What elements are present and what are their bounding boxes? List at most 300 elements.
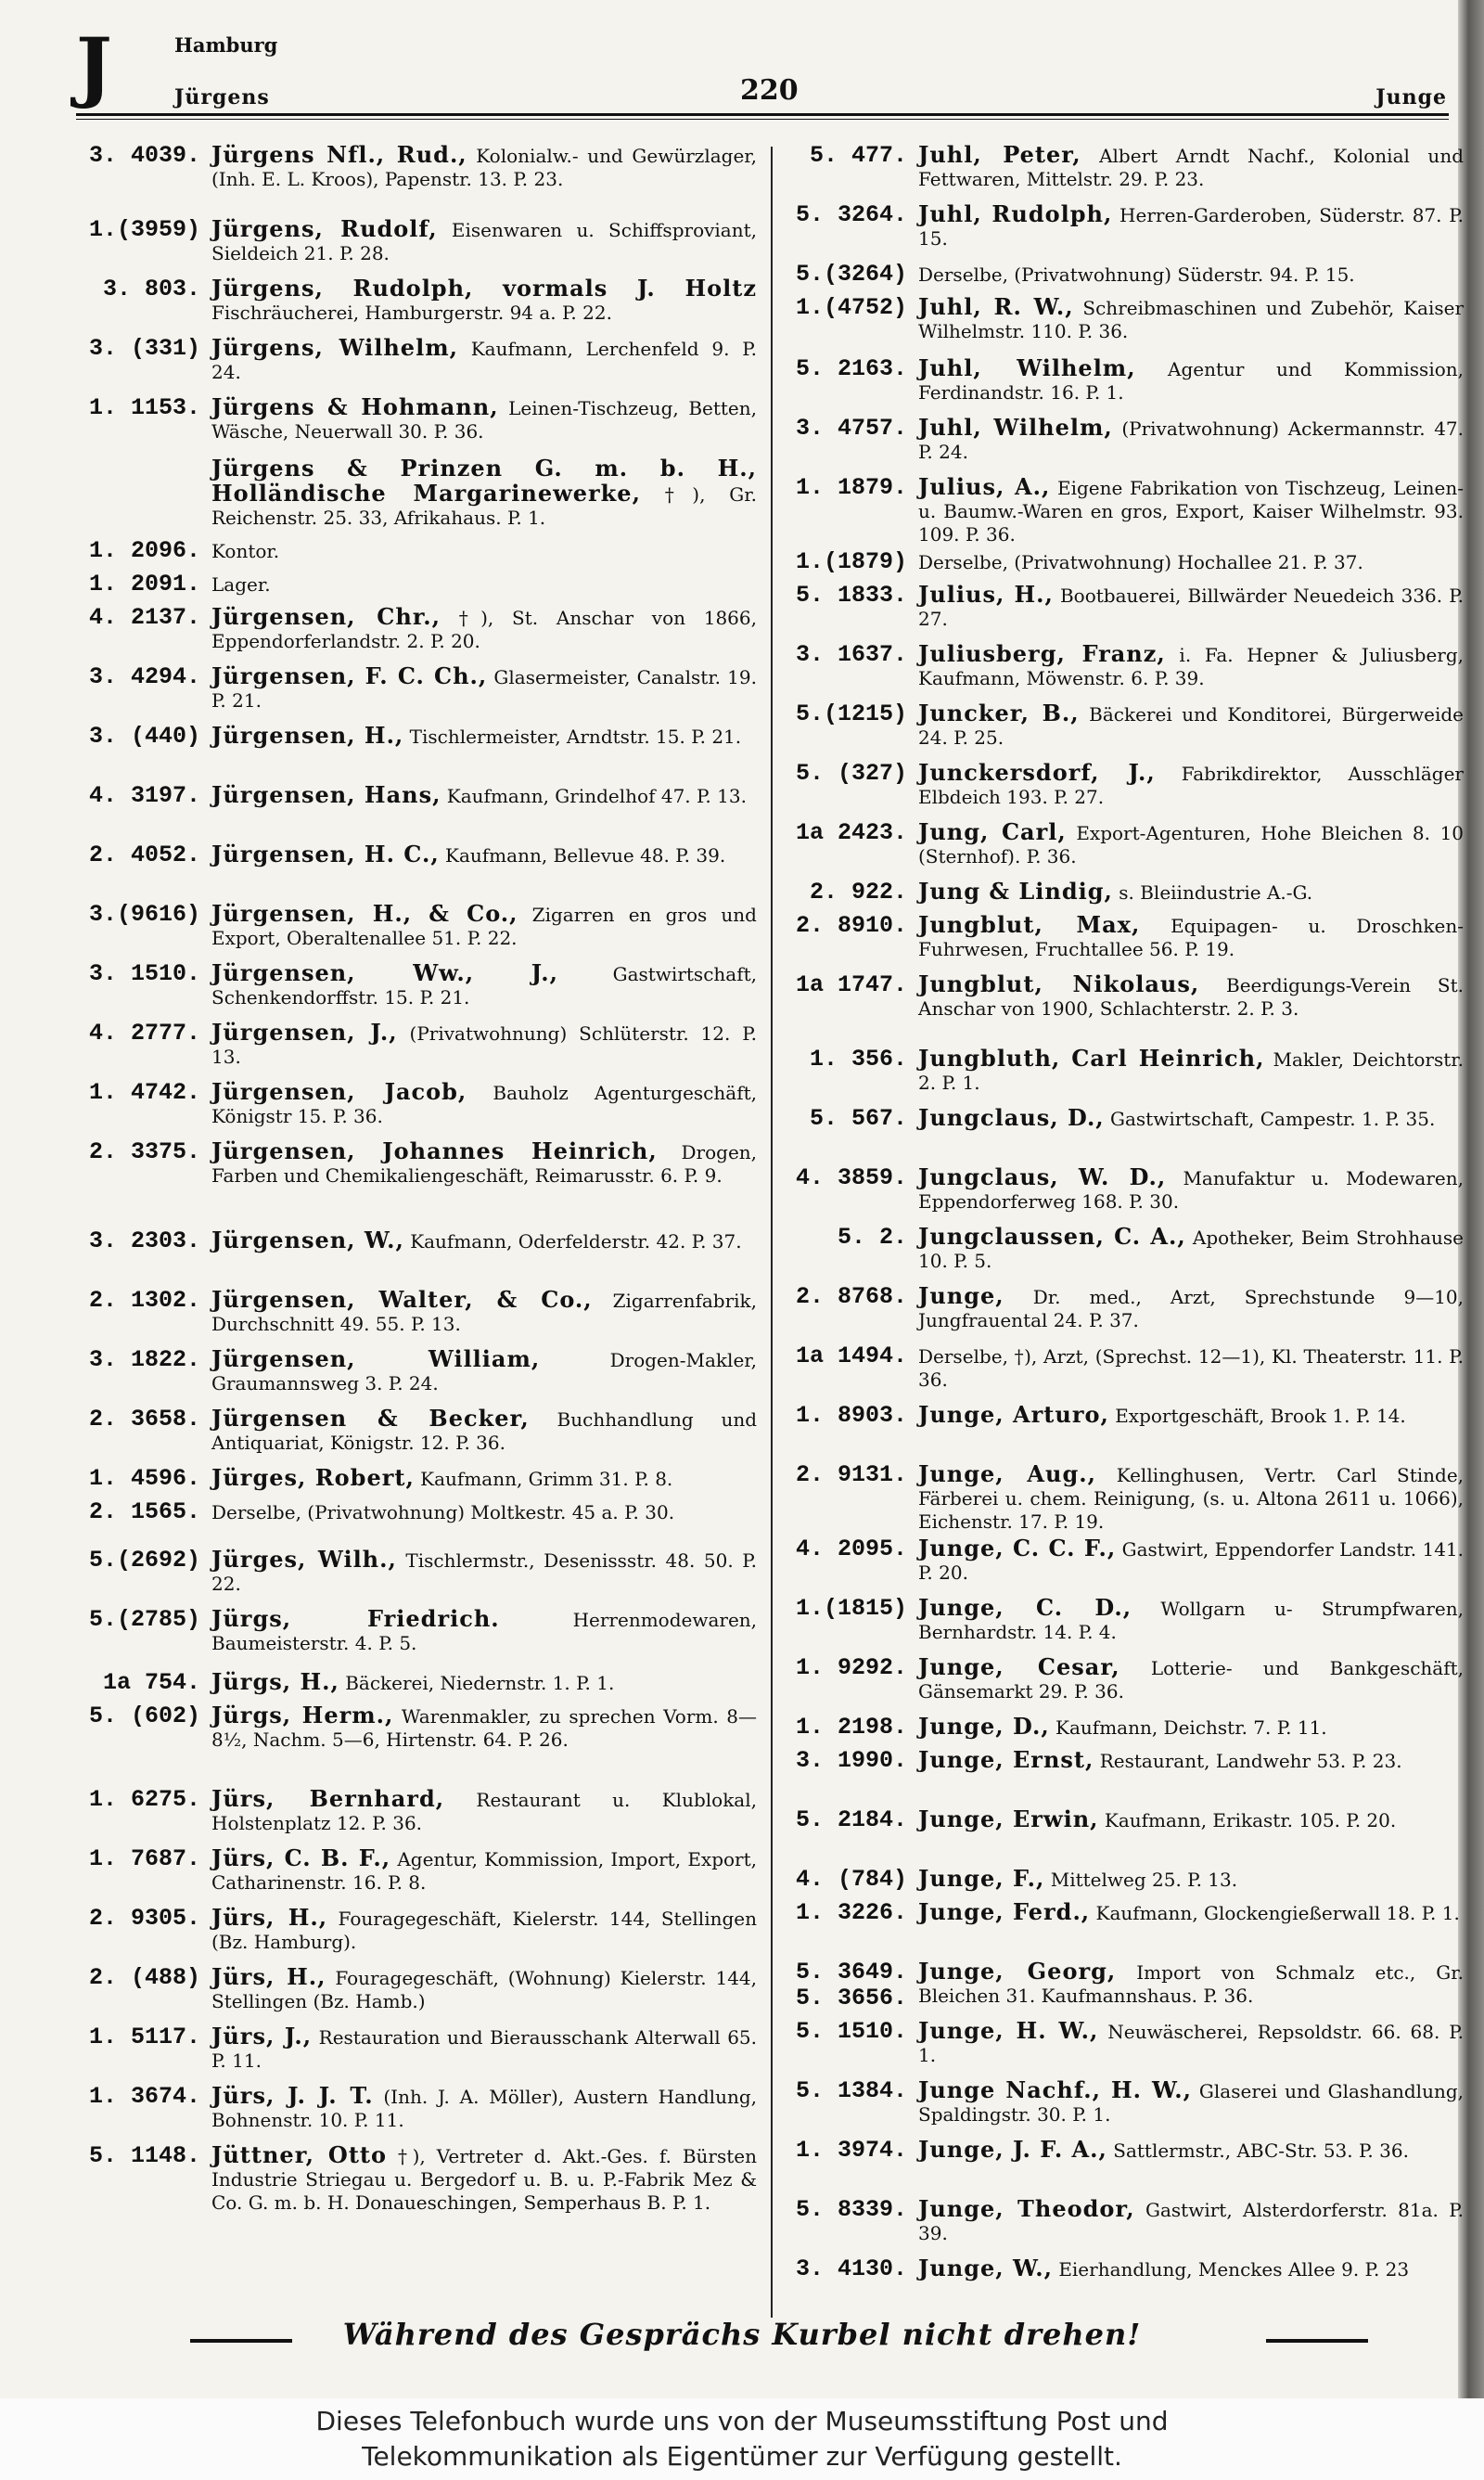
entry-details: †), Gr. Reichenstr. 25. 33, Afrikahaus. P. 1.: [211, 483, 757, 529]
phone-number: 1.(3959): [88, 216, 200, 243]
phone-number: 5. 477.: [809, 142, 907, 169]
phone-number: 3.(9616): [88, 901, 200, 928]
directory-entry: [788, 1045, 1464, 1104]
entry-name: Jürs, J.,: [211, 2023, 313, 2050]
entry-name: Junge, Ferd.,: [918, 1898, 1091, 1925]
entry-details: Restaurant u. Klublokal, Holstenplatz 12. P. 36.: [211, 1789, 757, 1834]
entry-details: Kolonialw.- und Gewürzlager, (Inh. E. L. Kroos), Papenstr. 13. P. 23.: [211, 145, 757, 190]
phone-number: 1. 8903.: [795, 1402, 907, 1429]
entry-name: Juliusberg, Franz,: [918, 640, 1166, 667]
directory-entry: [788, 1342, 1464, 1401]
entry-text: [918, 1047, 1464, 1095]
entry-text: [211, 395, 757, 443]
directory-entry: [788, 1460, 1464, 1535]
entry-name: Junge Nachf., H. W.,: [918, 2076, 1192, 2103]
entry-details: Derselbe, (Privatwohnung) Moltkestr. 45 a. P. 30.: [211, 1501, 675, 1523]
entry-text: [211, 1347, 757, 1395]
entry-text: [918, 1536, 1464, 1585]
entry-name: Julius, H.,: [918, 581, 1054, 608]
entry-name: Jürgens & Prinzen G. m. b. H., Holländische Margarinewerke,: [211, 455, 757, 507]
entry-details: Kontor.: [211, 540, 280, 562]
directory-entry: [82, 959, 757, 1019]
directory-entry: [788, 1958, 1464, 2017]
phone-number: 5. 3264.: [795, 201, 907, 228]
phone-number: 2. 922.: [809, 879, 907, 906]
section-letter: J: [76, 22, 112, 111]
directory-entry: [82, 1019, 757, 1078]
entry-details: Glaserei und Glashandlung, Spaldingstr. 30. P. 1.: [918, 2080, 1465, 2126]
directory-entry: [788, 1805, 1464, 1865]
directory-entry: [788, 2076, 1464, 2136]
entry-text: [211, 217, 757, 265]
entry-name: Jürs, Bernhard,: [211, 1785, 445, 1812]
entry-text: [918, 820, 1464, 868]
entry-name: Junge, Theodor,: [918, 2195, 1135, 2222]
entry-details: Gastwirt, Eppendorfer Landstr. 141. P. 20.: [918, 1538, 1465, 1584]
phone-number: 2. (488): [88, 1964, 200, 1991]
entry-text: [918, 1462, 1464, 1534]
phone-number: 5. (327): [795, 760, 907, 787]
entry-text: [211, 1021, 757, 1069]
entry-text: [918, 913, 1464, 961]
entry-name: Junge, Cesar,: [918, 1653, 1120, 1680]
entry-details: †), Vertreter d. Akt.-Ges. f. Bürsten Industrie Striegau u. Bergedorf u. B. u. P.-Fabrik Mez & Co. G. m. b. H. Donaueschingen, Semperhaus B. P. 1.: [211, 2145, 758, 2214]
directory-entry: [788, 141, 1464, 200]
entry-text: [211, 1670, 757, 1695]
entry-text: [211, 1965, 757, 2013]
entry-text: [211, 143, 757, 191]
directory-entry: [788, 260, 1464, 293]
entry-details: Wollgarn u- Strumpfwaren, Bernhardstr. 14. P. 4.: [918, 1598, 1464, 1643]
entry-details: Eigene Fabrikation von Tischzeug, Leinen- u. Baumw.-Waren en gros, Export, Kaiser Wilhelmstr. 93. 109. P. 36.: [918, 477, 1465, 546]
directory-entry: [82, 1137, 757, 1227]
entry-name: Junge, Aug.,: [918, 1460, 1096, 1487]
directory-entry: [82, 455, 757, 536]
directory-entry: [788, 2195, 1464, 2255]
entry-name: Junge, C. C. F.,: [918, 1535, 1117, 1561]
header-rule: [76, 113, 1449, 116]
entry-text: [918, 416, 1464, 464]
directory-entry: [82, 2023, 757, 2082]
directory-entry: [788, 1594, 1464, 1653]
entry-details: Zigarren en gros und Export, Oberaltenallee 51. P. 22.: [211, 904, 757, 949]
phone-number: 1.(1815): [795, 1595, 907, 1622]
directory-entry: [82, 900, 757, 959]
entry-name: Junge, Arturo,: [918, 1401, 1109, 1428]
entry-details: Agentur, Kommission, Import, Export, Catharinenstr. 16. P. 8.: [211, 1848, 757, 1894]
entry-details: Zigarrenfabrik, Durchschnitt 49. 55. P. 13.: [211, 1290, 758, 1335]
entry-details: Equipagen- u. Droschken-Fuhrwesen, Fruchtallee 56. P. 19.: [918, 915, 1465, 960]
directory-entry: [82, 1345, 757, 1405]
entry-name: Junge, J. F. A.,: [918, 2136, 1107, 2163]
entry-text: [918, 202, 1464, 251]
directory-entry: [788, 2136, 1464, 2195]
entry-text: [211, 2084, 757, 2132]
entry-details: Gastwirtschaft, Schenkendorffstr. 15. P. 21.: [211, 963, 757, 1009]
phone-number: 3. 803.: [102, 276, 200, 302]
entry-details: Bäckerei, Niedernstr. 1. P. 1.: [345, 1672, 615, 1694]
entry-details: Gastwirtschaft, Campestr. 1. P. 35.: [1110, 1108, 1436, 1130]
header-last-name: Junge: [1375, 85, 1447, 109]
entry-details: Kaufmann, Deichstr. 7. P. 11.: [1055, 1716, 1327, 1739]
entry-name: Juhl, Wilhelm,: [918, 414, 1113, 441]
phone-number: 5. 1148.: [88, 2142, 200, 2169]
entry-name: Juhl, Wilhelm,: [918, 354, 1136, 381]
phone-number: 3. (331): [88, 335, 200, 362]
directory-entry: [82, 1785, 757, 1844]
phone-number: 4. 2137.: [88, 604, 200, 631]
directory-entry: [788, 1163, 1464, 1223]
entry-details: Bauholz Agenturgeschäft, Königstr 15. P. 36.: [211, 1082, 757, 1127]
entry-text: [918, 880, 1464, 905]
directory-entry: [82, 1904, 757, 1963]
directory-entry: [788, 581, 1464, 640]
entry-details: Tischlermstr., Desenissstr. 48. 50. P. 22.: [211, 1549, 757, 1595]
entry-text: [211, 456, 757, 530]
entry-details: Kaufmann, Grimm 31. P. 8.: [420, 1468, 673, 1490]
phone-number: 1. 4596.: [88, 1465, 200, 1492]
phone-number: 5.(3264): [795, 261, 907, 288]
phone-number: 1a 754.: [102, 1669, 200, 1696]
entry-name: Jürgensen, H.,: [211, 722, 404, 749]
entry-details: (Privatwohnung) Schlüterstr. 12. P. 13.: [211, 1022, 758, 1068]
directory-entry: [788, 2255, 1464, 2314]
entry-text: [211, 605, 757, 653]
entry-text: [918, 143, 1464, 191]
entry-text: [211, 902, 757, 950]
entry-text: [211, 2024, 757, 2073]
phone-number: 1.(1879): [795, 548, 907, 575]
phone-number: 4. 2777.: [88, 1020, 200, 1047]
entry-text: [918, 583, 1464, 631]
directory-entry: [82, 1844, 757, 1904]
entry-name: Jürgens & Hohmann,: [211, 393, 499, 420]
entry-details: Sattlermstr., ABC-Str. 53. P. 36.: [1113, 2139, 1409, 2162]
entry-name: Jürgensen, Chr.,: [211, 603, 441, 630]
directory-entry: [788, 293, 1464, 354]
entry-details: Beerdigungs-Verein St. Anschar von 1900, Schlachterstr. 2. P. 3.: [918, 974, 1465, 1020]
entry-details: Import von Schmalz etc., Gr. Bleichen 31. Kaufmannshaus. P. 36.: [918, 1961, 1464, 2007]
directory-entry: [788, 1653, 1464, 1713]
directory-entry: [788, 1282, 1464, 1342]
credit-banner: [0, 2398, 1484, 2480]
entry-details: Glasermeister, Canalstr. 19. P. 21.: [211, 666, 757, 712]
entry-details: Kaufmann, Bellevue 48. P. 39.: [445, 844, 726, 867]
entry-text: [211, 1548, 757, 1596]
entry-name: Junge, Erwin,: [918, 1805, 1099, 1832]
left-column: [82, 141, 757, 2234]
entry-name: Jungclaus, W. D.,: [918, 1163, 1167, 1190]
entry-text: [211, 783, 757, 808]
entry-name: Jürgensen, W.,: [211, 1227, 404, 1253]
directory-entry: [82, 570, 757, 603]
directory-entry: [82, 1668, 757, 1702]
entry-name: Jürges, Robert,: [211, 1464, 415, 1491]
directory-entry: [788, 700, 1464, 759]
directory-entry: [788, 473, 1464, 547]
directory-entry: [788, 1713, 1464, 1746]
entry-text: [918, 1165, 1464, 1214]
phone-number: 3. 4039.: [88, 142, 200, 169]
phone-number: 5. (602): [88, 1703, 200, 1729]
entry-text: [918, 2019, 1464, 2067]
credit-line-2: Telekommunikation als Eigentümer zur Verfügung gestellt.: [362, 2441, 1122, 2472]
phone-number: 5.(2692): [88, 1547, 200, 1574]
entry-name: Junckersdorf, J.,: [918, 759, 1156, 786]
entry-text: [211, 538, 757, 563]
entry-text: [918, 1403, 1464, 1428]
entry-name: Juhl, Peter,: [918, 141, 1081, 168]
entry-details: Makler, Deichtorstr. 2. P. 1.: [918, 1048, 1465, 1094]
phone-number: 1a 1494.: [795, 1343, 907, 1369]
entry-text: [211, 1228, 757, 1253]
phone-number: 5. 8339.: [795, 2196, 907, 2223]
directory-entry: [82, 393, 757, 455]
entry-details: Exportgeschäft, Brook 1. P. 14.: [1115, 1405, 1406, 1427]
phone-number: 1a 1747.: [795, 971, 907, 998]
entry-text: [918, 701, 1464, 750]
entry-details: (Privatwohnung) Ackermannstr. 47. P. 24.: [918, 418, 1465, 463]
entry-details: Derselbe, (Privatwohnung) Hochallee 21. P. 37.: [918, 551, 1363, 573]
entry-details: Leinen-Tischzeug, Betten, Wäsche, Neuerwall 30. P. 36.: [211, 397, 758, 443]
directory-entry: [82, 275, 757, 334]
directory-entry: [788, 878, 1464, 911]
phone-number: 1. 2096.: [88, 537, 200, 564]
phone-number: 1. 6275.: [88, 1786, 200, 1813]
phone-number: 2. 8768.: [795, 1283, 907, 1310]
entry-details: Neuwäscherei, Repsoldstr. 66. 68. P. 1.: [918, 2021, 1465, 2066]
phone-number: 2. 4052.: [88, 842, 200, 868]
entry-text: [918, 295, 1464, 343]
entry-text: [211, 1787, 757, 1835]
entry-text: [211, 842, 757, 867]
entry-name: Jürgensen, Jacob,: [211, 1078, 467, 1105]
directory-entry: [788, 200, 1464, 260]
entry-name: Jungbluth, Carl Heinrich,: [918, 1045, 1265, 1072]
entry-name: Junge, Georg,: [918, 1958, 1117, 1985]
entry-details: Eierhandlung, Menckes Allee 9. P. 23: [1058, 2258, 1410, 2281]
directory-entry: [788, 1401, 1464, 1460]
entry-text: [918, 1748, 1464, 1773]
entry-details: Lager.: [211, 573, 271, 596]
entry-name: Jürgensen, Ww., J.,: [211, 959, 558, 986]
entry-name: Jürgensen & Becker,: [211, 1405, 530, 1432]
entry-details: Warenmakler, zu sprechen Vorm. 8—8½, Nachm. 5—6, Hirtenstr. 64. P. 26.: [211, 1705, 757, 1751]
entry-details: Fouragegeschäft, Kielerstr. 144, Stellingen (Bz. Hamburg).: [211, 1908, 758, 1953]
phone-number: 1. 5117.: [88, 2024, 200, 2050]
entry-details: Tischlermeister, Arndtstr. 15. P. 21.: [409, 726, 742, 748]
directory-entry: [788, 759, 1464, 818]
phone-number: 1. 4742.: [88, 1079, 200, 1106]
entry-text: [211, 2143, 757, 2215]
directory-entry: [82, 1546, 757, 1605]
phone-number: 3. 2303.: [88, 1227, 200, 1254]
phone-number: 5. 1833.: [795, 582, 907, 609]
phone-number: 1. 9292.: [795, 1654, 907, 1681]
footer-notice: Während des Gesprächs Kurbel nicht drehen!: [342, 2317, 1142, 2352]
entry-name: Jüttner, Otto: [211, 2141, 388, 2168]
entry-text: [211, 1906, 757, 1954]
directory-entry: [82, 1405, 757, 1464]
entry-details: Drogen, Farben und Chemikaliengeschäft, Reimarusstr. 6. P. 9.: [211, 1141, 758, 1187]
entry-text: [918, 475, 1464, 546]
directory-entry: [788, 1865, 1464, 1898]
directory-entry: [82, 1963, 757, 2023]
directory-entry: [788, 2017, 1464, 2076]
phone-number: 5. 2184.: [795, 1806, 907, 1833]
entry-text: [211, 1288, 757, 1336]
directory-entry: [788, 1898, 1464, 1958]
entry-text: [211, 1407, 757, 1455]
directory-entry: [82, 781, 757, 841]
entry-text: [918, 1284, 1464, 1332]
entry-details: Lotterie- und Bankgeschäft, Gänsemarkt 29. P. 36.: [918, 1657, 1465, 1703]
directory-entry: [788, 640, 1464, 700]
entry-details: Herrenmodewaren, Baumeisterstr. 4. P. 5.: [211, 1609, 758, 1654]
directory-entry: [788, 547, 1464, 581]
directory-entry: [82, 1227, 757, 1286]
entry-text: [211, 1466, 757, 1491]
entry-text: [211, 336, 757, 384]
entry-text: [211, 1846, 757, 1895]
entry-details: Derselbe, (Privatwohnung) Süderstr. 94. P. 15.: [918, 263, 1355, 286]
phone-number: 1. 1879.: [795, 474, 907, 501]
phone-number: 5. 1510.: [795, 2018, 907, 2045]
entry-details: Fabrikdirektor, Ausschläger Elbdeich 193. P. 27.: [918, 763, 1464, 808]
entry-details: Eisenwaren u. Schiffsproviant, Sieldeich 21. P. 28.: [211, 219, 757, 264]
entry-details: Apotheker, Beim Strohhause 10. P. 5.: [918, 1227, 1464, 1272]
right-column: [788, 141, 1464, 2314]
entry-details: Fischräucherei, Hamburgerstr. 94 a. P. 22.: [211, 302, 612, 324]
directory-entry: [788, 354, 1464, 414]
phone-number: 4. 3197.: [88, 782, 200, 809]
entry-name: Jungclaussen, C. A.,: [918, 1223, 1186, 1250]
column-divider: [771, 147, 773, 2318]
directory-entry: [82, 141, 757, 215]
entry-name: Jürgs, Friedrich.: [211, 1605, 500, 1632]
entry-name: Junge, H. W.,: [918, 2017, 1099, 2044]
directory-entry: [82, 536, 757, 570]
entry-text: [211, 961, 757, 1009]
directory-entry: [82, 334, 757, 393]
entry-name: Jungblut, Max,: [918, 911, 1141, 938]
phone-number: 3. 4757.: [795, 415, 907, 442]
header-first-name: Jürgens: [174, 85, 270, 109]
entry-text: [918, 761, 1464, 809]
phone-number: 5. 3649. 5. 3656.: [795, 1959, 907, 2011]
phone-number: 2. 3658.: [88, 1406, 200, 1433]
entry-details: Agentur und Kommission, Ferdinandstr. 16. P. 1.: [918, 358, 1464, 404]
entry-name: Juhl, R. W.,: [918, 293, 1074, 320]
entry-text: [211, 1703, 757, 1752]
entry-details: Bäckerei und Konditorei, Bürgerweide 24. P. 25.: [918, 703, 1465, 749]
directory-entry: [82, 1497, 757, 1546]
directory-entry: [788, 970, 1464, 1045]
entry-details: i. Fa. Hepner & Juliusberg, Kaufmann, Möwenstr. 6. P. 39.: [918, 644, 1465, 689]
phone-number: 5. 2163.: [795, 355, 907, 382]
entry-name: Jürgensen, Hans,: [211, 781, 441, 808]
entry-text: [918, 1596, 1464, 1644]
directory-entry: [82, 1078, 757, 1137]
entry-name: Jürgensen, J.,: [211, 1019, 398, 1046]
phone-number: 2. 1302.: [88, 1287, 200, 1314]
phone-number: 3. 4294.: [88, 663, 200, 690]
phone-number: 4. 2095.: [795, 1536, 907, 1562]
directory-entry: [82, 1286, 757, 1345]
entry-details: (Inh. J. A. Möller), Austern Handlung, Bohnenstr. 10. P. 11.: [211, 2086, 758, 2131]
entry-text: [918, 642, 1464, 690]
phone-number: 1. 3974.: [795, 2137, 907, 2164]
entry-text: [918, 1900, 1464, 1925]
phone-number: 2. 8910.: [795, 912, 907, 939]
phone-number: 2. 1565.: [88, 1498, 200, 1525]
entry-text: [918, 2256, 1464, 2281]
entry-details: Manufaktur u. Modewaren, Eppendorferweg 168. P. 30.: [918, 1167, 1464, 1213]
phone-number: 2. 9131.: [795, 1461, 907, 1488]
entry-name: Jürgens, Rudolf,: [211, 215, 438, 242]
entry-text: [211, 572, 757, 597]
phone-number: 1. 3226.: [795, 1899, 907, 1926]
entry-text: [211, 276, 757, 325]
directory-entry: [82, 841, 757, 900]
entry-name: Juncker, B.,: [918, 700, 1080, 726]
entry-name: Junge, C. D.,: [918, 1594, 1132, 1621]
entry-details: Kellinghusen, Vertr. Carl Stinde, Färberei u. chem. Reinigung, (s. u. Altona 2611 u. 1066), Eichenstr. 17. P. 19.: [918, 1464, 1465, 1533]
entry-name: Jürgs, Herm.,: [211, 1702, 394, 1728]
directory-entry: [788, 1223, 1464, 1282]
phone-number: 4. (784): [795, 1866, 907, 1893]
entry-name: Jürgs, H.,: [211, 1668, 339, 1695]
phone-number: 1. 3674.: [88, 2083, 200, 2110]
entry-text: [918, 1867, 1464, 1892]
directory-entry: [82, 2082, 757, 2141]
phone-number: 1. 1153.: [88, 394, 200, 421]
entry-text: [918, 549, 1464, 574]
entry-text: [918, 1655, 1464, 1703]
entry-name: Jürgens Nfl., Rud.,: [211, 141, 467, 168]
entry-name: Jürgensen, F. C. Ch.,: [211, 662, 488, 689]
phone-number: 1. 2091.: [88, 571, 200, 598]
directory-entry: [788, 911, 1464, 970]
entry-details: Fouragegeschäft, (Wohnung) Kielerstr. 144, Stellingen (Bz. Hamb.): [211, 1967, 758, 2012]
entry-details: Dr. med., Arzt, Sprechstunde 9—10, Jungfrauental 24. P. 37.: [918, 1286, 1465, 1331]
header-city: Hamburg: [174, 33, 278, 57]
entry-name: Jürgensen, Walter, & Co.,: [211, 1286, 593, 1313]
entry-details: Albert Arndt Nachf., Kolonial und Fettwaren, Mittelstr. 29. P. 23.: [918, 145, 1464, 190]
entry-details: Restaurant, Landwehr 53. P. 23.: [1099, 1750, 1402, 1772]
phone-number: 2. 3375.: [88, 1138, 200, 1165]
entry-name: Jungclaus, D.,: [918, 1104, 1105, 1131]
entry-name: Jung & Lindig,: [918, 878, 1113, 905]
phone-number: 4. 3859.: [795, 1164, 907, 1191]
directory-entry: [82, 2141, 757, 2234]
phone-number: 5.(2785): [88, 1606, 200, 1633]
entry-details: Gastwirt, Alsterdorferstr. 81a. P. 39.: [918, 2199, 1465, 2244]
entry-text: [918, 262, 1464, 287]
entry-name: Jürs, C. B. F.,: [211, 1844, 391, 1871]
entry-name: Jürgens, Wilhelm,: [211, 334, 458, 361]
entry-text: [211, 1139, 757, 1188]
phone-number: 5. 1384.: [795, 2077, 907, 2104]
phone-number: 1.(4752): [795, 294, 907, 321]
phone-number: 2. 9305.: [88, 1905, 200, 1932]
entry-name: Junge,: [918, 1282, 1004, 1309]
entry-details: Derselbe, †), Arzt, (Sprechst. 12—1), Kl. Theaterstr. 11. P. 36.: [918, 1345, 1464, 1391]
page-number: 220: [740, 74, 799, 107]
entry-text: [918, 2138, 1464, 2163]
entry-details: Restauration und Bierausschank Alterwall 65. P. 11.: [211, 2026, 758, 2072]
entry-name: Jung, Carl,: [918, 818, 1067, 845]
